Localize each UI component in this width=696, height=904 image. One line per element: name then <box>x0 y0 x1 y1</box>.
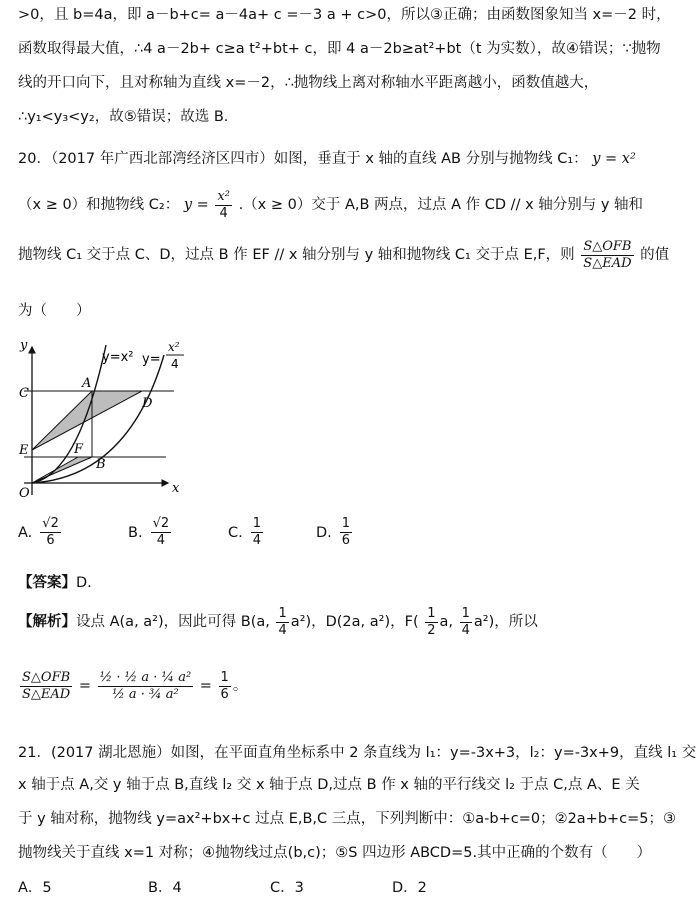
q21-line-4: 抛物线关于直线 x=1 对称；④抛物线过点(b,c)；⑤S 四边形 ABCD=5.其中正确的个数有（ ） <box>18 845 652 861</box>
q20-text-2b: .（x ≥ 0）交于 A,B 两点，过点 A 作 CD // x 轴分别与 y 轴和 <box>238 197 644 213</box>
answer-line <box>18 572 630 594</box>
q21-line-3: 于 y 轴对称，抛物线 y=ax²+bx+c 过点 E,B,C 三点，下列判断中：①a-b+c=0；②2a+b+c=5；③ <box>18 811 677 827</box>
label-curve-c2-den: 4 <box>171 357 179 371</box>
label-y: y <box>20 338 28 353</box>
analysis-tag: 【解析】 <box>18 614 76 630</box>
label-o: O <box>19 486 30 501</box>
q20-line-4: 为（ ） <box>18 303 91 319</box>
analysis-ratio: $\frac{\text{S△OFB}}{\text{S△EAD}}$ = $\frac{\text{½ · ½ a · ¼ a²}}{\text{½ a · ¾ a²}}$ = $\frac{1}{6}$ 。 <box>22 669 248 702</box>
q20-line-2: （x ≥ 0）和抛物线 C₂： y = $\frac{\text{x²}}{4}$ .（x ≥ 0）交于 A,B 两点，过点 A 作 CD // x 轴分别与 y 轴和 <box>18 188 644 221</box>
option-a: A. $\frac{√2}{6}$ <box>18 516 59 548</box>
label-c: C <box>19 386 29 401</box>
label-e: E <box>19 443 29 458</box>
text-line-2: 函数取得最大值，∴4 a－2b+ c≥a t²+bt+ c，即 4 a－2b≥at²+bt（t 为实数），故④错误；∵抛物 <box>18 41 661 57</box>
q21-option-d: D．2 <box>392 880 427 896</box>
label-curve-c2-left: y= <box>142 352 161 367</box>
q20-formula-c1: y = x² <box>592 151 636 167</box>
option-c: C. $\frac{1}{4}$ <box>228 516 262 548</box>
q20-figure <box>18 335 198 510</box>
q20-text-2a: （x ≥ 0）和抛物线 C₂： <box>18 197 180 213</box>
q20-line-1 <box>18 148 636 170</box>
q20-text-3a: 抛物线 C₁ 交于点 C、D，过点 B 作 EF // x 轴分别与 y 轴和抛物线 C₁ 交于点 E,F，则 <box>18 247 575 263</box>
text-line-4: ∴y₁<y₃<y₂，故⑤错误；故选 B. <box>18 109 229 125</box>
q20-formula-c2: $\frac{\text{x²}}{4}$ <box>217 188 230 221</box>
q20-text-3b: 的值 <box>640 247 670 263</box>
text-line-3: 线的开口向下，且对称轴为直线 x=－2，∴抛物线上离对称轴水平距离越小，函数值越大， <box>18 75 599 91</box>
answer-value: D. <box>76 575 92 591</box>
label-x: x <box>172 481 180 496</box>
q21-option-a: A．5 <box>18 880 52 896</box>
q21-line-1: 21．(2017 湖北恩施）如图，在平面直角坐标系中 2 条直线为 l₁：y=-3x+3，l₂：y=-3x+9，直线 l₁ 交 <box>18 745 696 761</box>
q20-area-ratio: $\frac{\text{S△OFB}}{\text{S△EAD}}$ <box>583 238 632 271</box>
label-f: F <box>74 442 84 457</box>
label-a: A <box>82 376 92 391</box>
label-curve-c2-num: x² <box>168 340 180 354</box>
label-b: B <box>96 457 106 472</box>
q21-option-c: C．3 <box>270 880 304 896</box>
analysis-line-1: 【解析】设点 A(a, a²)，因此可得 B(a, $\frac{1}{4}$ a²)，D(2a, a²)，F( $\frac{1}{2}$ a, $\frac{1}{4}$ a²)，所以 <box>18 605 538 638</box>
label-d: D <box>142 396 153 411</box>
text-line-1: >0，且 b=4a，即 a－b+c= a－4a+ c =－3 a + c>0，所以③正确；由函数图象知当 x=－2 时， <box>18 7 671 23</box>
q20-text-1: 20．（2017 年广西北部湾经济区四市）如图，垂直于 x 轴的直线 AB 分别与抛物线 C₁： <box>18 151 588 167</box>
triangle-ead <box>32 391 142 450</box>
option-d: D. $\frac{1}{6}$ <box>316 516 351 548</box>
label-curve-c1: y=x² <box>102 350 134 365</box>
answer-tag: 【答案】 <box>18 575 76 591</box>
q21-line-2: x 轴于点 A,交 y 轴于点 B,直线 l₂ 交 x 轴于点 D,过点 B 作 x 轴的平行线交 l₂ 于点 C,点 A、E 关 <box>18 777 640 793</box>
q20-line-3 <box>18 236 670 274</box>
option-b: B. $\frac{√2}{4}$ <box>128 516 170 548</box>
q21-option-b: B．4 <box>148 880 182 896</box>
